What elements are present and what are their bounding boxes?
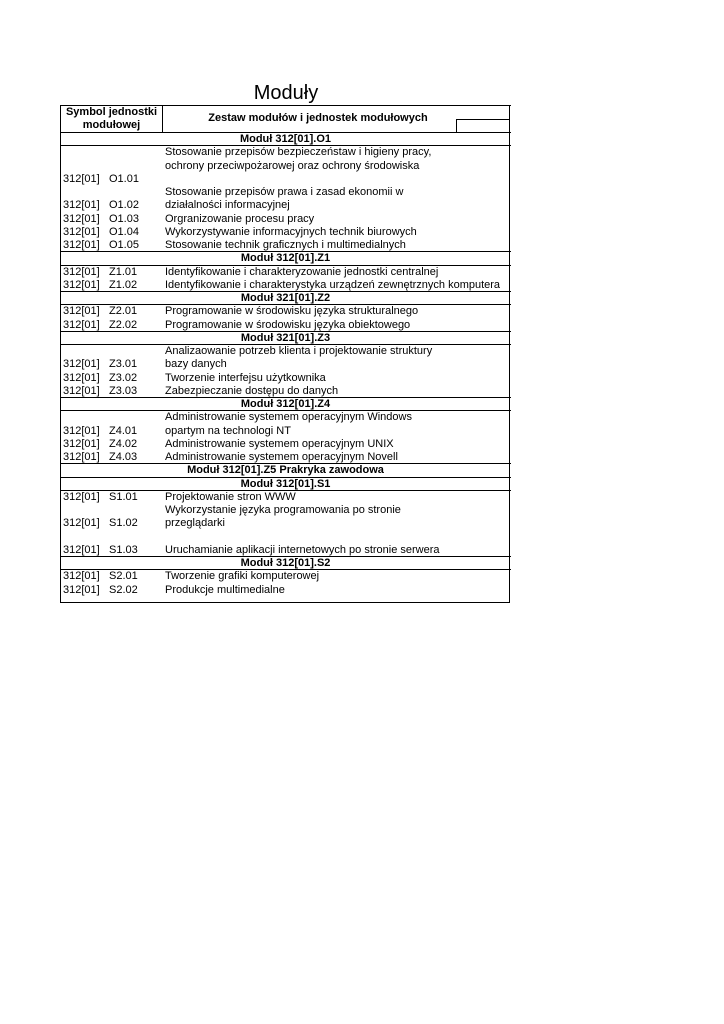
unit-description: Wykorzystywanie informacyjnych technik biurowych (165, 226, 417, 238)
unit-number: Z3.01 (109, 358, 138, 370)
unit-description: działalności informacyjnej (165, 199, 290, 211)
unit-code: 312[01] (63, 213, 100, 225)
unit-description: Tworzenie grafiki komputerowej (165, 570, 320, 582)
table-row (61, 213, 510, 226)
table-row (61, 504, 510, 517)
unit-number: Z2.01 (109, 305, 138, 317)
table-row (61, 173, 510, 186)
unit-description: bazy danych (165, 358, 227, 370)
unit-description: Stosowanie technik graficznych i multimedialnych (165, 239, 406, 251)
unit-code: 312[01] (63, 491, 100, 503)
page-title: Moduły (253, 82, 319, 104)
table-row (61, 372, 510, 385)
unit-number: S1.03 (109, 544, 138, 556)
module-header: Moduł 312[01].Z5 Prakryka zawodowa (187, 464, 384, 476)
module-header: Moduł 312[01].O1 (239, 133, 332, 145)
unit-number: Z3.03 (109, 385, 138, 397)
unit-number: O1.02 (109, 199, 139, 211)
unit-code: 312[01] (63, 319, 100, 331)
unit-code: 312[01] (63, 305, 100, 317)
unit-description: Identyfikowanie i charakterystyka urządzeń zewnętrznych komputera (165, 279, 501, 291)
unit-description: Uruchamianie aplikacji internetowych po stronie serwera (165, 544, 440, 556)
unit-code: 312[01] (63, 584, 100, 596)
unit-description: Zabezpieczanie dostępu do danych (165, 385, 339, 397)
unit-code: 312[01] (63, 279, 100, 291)
table-row (61, 425, 510, 438)
table-row (61, 570, 510, 583)
unit-description: Programowanie w środowisku języka strukturalnego (165, 305, 419, 317)
unit-number: Z2.02 (109, 319, 138, 331)
table-row (61, 266, 510, 279)
unit-number: Z3.02 (109, 372, 138, 384)
unit-description: Administrowanie systemem operacyjnym Windows (165, 411, 412, 423)
table-row (61, 358, 510, 371)
table-row (61, 146, 510, 159)
unit-description: Analizaowanie potrzeb klienta i projektowanie struktury (165, 345, 433, 357)
header-zestaw: Zestaw modułów i jednostek modułowych (208, 112, 428, 124)
unit-code: 312[01] (63, 173, 100, 185)
unit-code: 312[01] (63, 199, 100, 211)
unit-code: 312[01] (63, 570, 100, 582)
unit-description: opartym na technologi NT (165, 425, 291, 437)
unit-description: Projektowanie stron WWW (165, 491, 296, 503)
unit-description: Tworzenie interfejsu użytkownika (165, 372, 326, 384)
unit-number: Z4.02 (109, 438, 138, 450)
unit-description: Wykorzystanie języka programowania po stronie (165, 504, 401, 516)
unit-description: Orgranizowanie procesu pracy (165, 213, 315, 225)
unit-code: 312[01] (63, 425, 100, 437)
table-row (61, 438, 510, 451)
table-row (61, 517, 510, 530)
unit-code: 312[01] (63, 517, 100, 529)
table-row (61, 584, 510, 597)
unit-description: Produkcje multimedialne (165, 584, 285, 596)
unit-number: Z4.03 (109, 451, 138, 463)
unit-code: 312[01] (63, 266, 100, 278)
unit-code: 312[01] (63, 438, 100, 450)
table-row (61, 491, 510, 504)
unit-code: 312[01] (63, 358, 100, 370)
unit-number: Z1.01 (109, 266, 138, 278)
unit-description: przeglądarki (165, 517, 225, 529)
module-header: Moduł 312[01].Z4 (240, 398, 331, 410)
unit-description: ochrony przeciwpożarowej oraz ochrony środowiska (165, 160, 420, 172)
unit-code: 312[01] (63, 544, 100, 556)
unit-number: S1.02 (109, 517, 138, 529)
module-header: Moduł 312[01].S1 (240, 478, 331, 490)
table-row (61, 305, 510, 318)
unit-description: Administrowanie systemem operacyjnym Novell (165, 451, 398, 463)
table-row (61, 531, 510, 544)
table-row (61, 345, 510, 358)
table-row (61, 160, 510, 173)
table-row (61, 411, 510, 424)
unit-code: 312[01] (63, 372, 100, 384)
unit-number: O1.04 (109, 226, 139, 238)
unit-number: S2.02 (109, 584, 138, 596)
unit-description: Programowanie w środowisku języka obiektowego (165, 319, 411, 331)
unit-number: S1.01 (109, 491, 138, 503)
unit-description: Identyfikowanie i charakteryzowanie jednostki centralnej (165, 266, 439, 278)
unit-number: Z4.01 (109, 425, 138, 437)
header-symbol: Symbol jednostki modułowej (65, 106, 158, 131)
unit-description: Administrowanie systemem operacyjnym UNIX (165, 438, 394, 450)
unit-number: S2.01 (109, 570, 138, 582)
unit-description: Stosowanie przepisów prawa i zasad ekonomii w (165, 186, 404, 198)
unit-code: 312[01] (63, 239, 100, 251)
unit-number: Z1.02 (109, 279, 138, 291)
unit-code: 312[01] (63, 385, 100, 397)
module-header: Moduł 312[01].S2 (240, 557, 331, 569)
table-row (61, 199, 510, 212)
unit-code: 312[01] (63, 226, 100, 238)
module-header: Moduł 321[01].Z3 (240, 332, 331, 344)
module-header: Moduł 312[01].Z1 (240, 252, 331, 264)
unit-number: O1.01 (109, 173, 139, 185)
unit-number: O1.05 (109, 239, 139, 251)
module-header: Moduł 321[01].Z2 (240, 292, 331, 304)
header-small-box (456, 119, 510, 132)
unit-number: O1.03 (109, 213, 139, 225)
unit-description: Stosowanie przepisów bezpieczeństaw i higieny pracy, (165, 146, 432, 158)
table-row (61, 186, 510, 199)
table-row (61, 226, 510, 239)
unit-code: 312[01] (63, 451, 100, 463)
